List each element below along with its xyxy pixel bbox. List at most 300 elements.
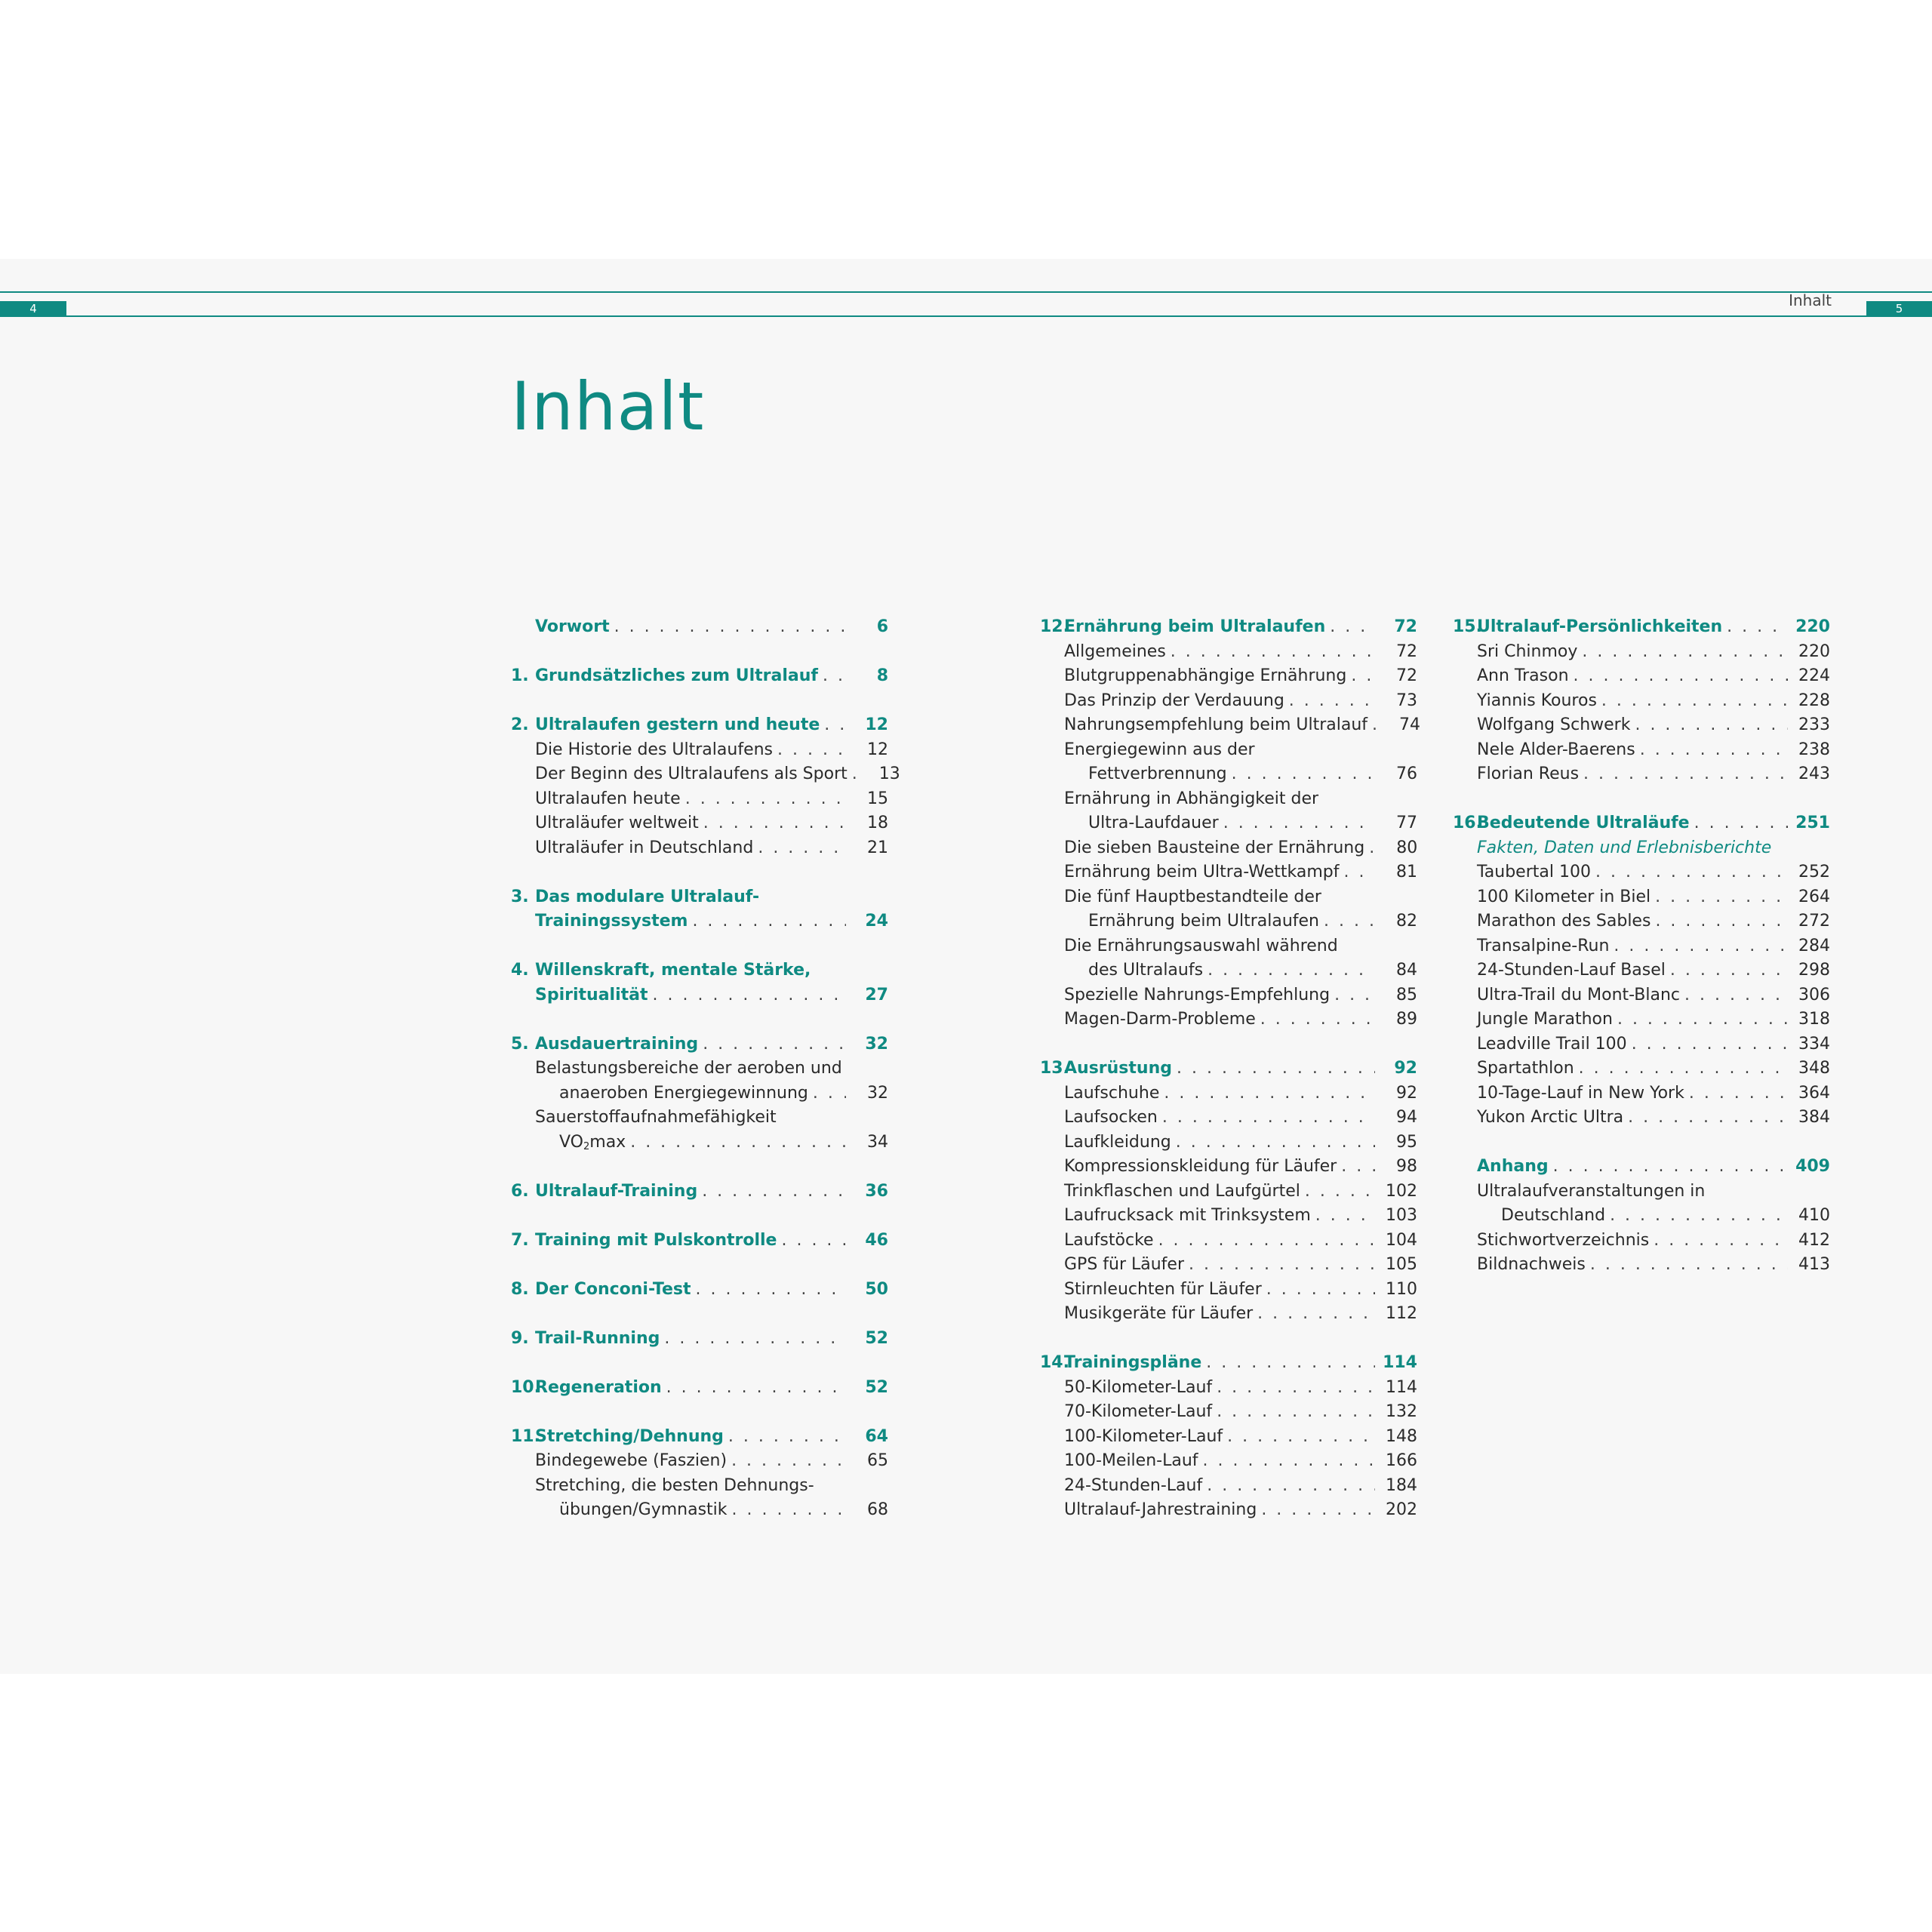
toc-entry-title: Sri Chinmoy: [1477, 641, 1578, 661]
chapter-title: Ausdauertraining: [535, 1034, 699, 1054]
leader-dots: [1158, 1229, 1375, 1254]
toc-entry[interactable]: [511, 738, 888, 763]
leader-dots: [630, 1131, 846, 1155]
leader-dots: [1324, 909, 1375, 934]
toc-entry-title: Kompressionskleidung für Läufer: [1064, 1157, 1337, 1176]
toc-entry-title: Allgemeines: [1064, 641, 1166, 661]
toc-group: [1040, 615, 1421, 1032]
left-page-number: 4: [0, 301, 66, 317]
leader-dots: [664, 1327, 846, 1352]
toc-chapter-entry[interactable]: [511, 1032, 888, 1057]
toc-entry[interactable]: [1040, 1498, 1417, 1523]
toc-entry-title: 24-Stunden-Lauf: [1064, 1475, 1203, 1495]
toc-entry-title: Laufkleidung: [1064, 1132, 1171, 1152]
chapter-number: 9.: [511, 1328, 529, 1348]
leader-dots: [777, 738, 846, 763]
toc-entry-title: des Ultralaufs: [1088, 961, 1204, 980]
toc-group: [511, 1180, 888, 1204]
toc-chapter-entry[interactable]: [1453, 615, 1830, 640]
page-number: 27: [865, 985, 888, 1004]
toc-entry-title: Yiannis Kouros: [1477, 691, 1597, 710]
chapter-number: 10.: [511, 1377, 540, 1397]
toc-group: [1453, 811, 1830, 1131]
toc-group: [511, 1425, 888, 1523]
page-number: 32: [867, 1083, 888, 1103]
leader-dots: [1635, 713, 1788, 738]
page-number: 272: [1798, 912, 1830, 931]
chapter-title: Ernährung beim Ultralaufen: [1064, 617, 1326, 636]
toc-entry-title: Die sieben Bausteine der Ernährung: [1064, 838, 1365, 857]
chapter-title: Regeneration: [535, 1377, 662, 1397]
toc-entry[interactable]: [1453, 640, 1830, 665]
leader-dots: [1640, 738, 1788, 763]
toc-entry[interactable]: [1040, 1302, 1417, 1327]
chapter-title: Bedeutende Ultraläufe: [1477, 814, 1690, 832]
page-number: 110: [1386, 1279, 1417, 1299]
toc-entry[interactable]: [1040, 1008, 1417, 1032]
toc-chapter-entry[interactable]: [511, 909, 888, 934]
toc-entry-title: Ultralaufen heute: [535, 789, 681, 808]
page-number: 89: [1396, 1010, 1417, 1029]
toc-entry[interactable]: [1453, 836, 1830, 861]
toc-chapter-entry[interactable]: [511, 1425, 888, 1450]
leader-dots: [1344, 860, 1376, 885]
leader-dots: [852, 762, 858, 787]
page-number: 84: [1396, 961, 1417, 980]
toc-entry-title: Ultra-Trail du Mont-Blanc: [1477, 985, 1681, 1004]
running-head: Inhalt: [1789, 291, 1832, 309]
leader-dots: [1171, 640, 1375, 665]
toc-column-2: [1040, 615, 1421, 1547]
toc-entry[interactable]: [511, 811, 888, 836]
chapter-number: 16.: [1453, 814, 1482, 832]
page-number: 220: [1798, 641, 1830, 661]
leader-dots: [781, 1229, 846, 1254]
toc-chapter-entry[interactable]: [1040, 1057, 1417, 1081]
leader-dots: [692, 909, 846, 934]
toc-group: [511, 1376, 888, 1401]
toc-entry[interactable]: [1040, 983, 1417, 1008]
leader-dots: [1583, 762, 1788, 787]
toc-entry[interactable]: [1040, 1400, 1417, 1425]
toc-chapter-entry[interactable]: [1453, 1155, 1830, 1180]
chapter-number: 1.: [511, 666, 529, 685]
toc-entry[interactable]: [1040, 1376, 1417, 1401]
page-number: 77: [1396, 814, 1417, 832]
toc-entry-title: Deutschland: [1501, 1206, 1606, 1225]
toc-entry-title: Taubertal 100: [1477, 863, 1591, 881]
toc-entry[interactable]: [1040, 787, 1417, 812]
toc-chapter-entry[interactable]: [511, 664, 888, 689]
toc-entry[interactable]: [1040, 640, 1417, 665]
toc-entry-title: Ultraläufer weltweit: [535, 814, 699, 832]
chapter-title: Grundsätzliches zum Ultralauf: [535, 666, 818, 685]
leader-dots: [703, 1032, 846, 1057]
toc-entry[interactable]: [1453, 909, 1830, 934]
toc-entry[interactable]: [1040, 1081, 1417, 1106]
toc-entry[interactable]: [1453, 1253, 1830, 1278]
page-number: 243: [1798, 764, 1830, 783]
leader-dots: [1655, 885, 1788, 910]
toc-chapter-entry[interactable]: [511, 713, 888, 738]
leader-dots: [1369, 836, 1375, 861]
toc-entry[interactable]: [1453, 664, 1830, 689]
toc-entry[interactable]: [1453, 860, 1830, 885]
toc-entry[interactable]: [511, 1081, 888, 1106]
toc-entry[interactable]: [1040, 1229, 1417, 1254]
toc-entry[interactable]: [1040, 664, 1417, 689]
leader-dots: [1217, 1400, 1375, 1425]
chapter-title: Trainingssystem: [535, 912, 688, 931]
page-number: 413: [1798, 1255, 1830, 1274]
toc-entry[interactable]: [1453, 1057, 1830, 1081]
toc-entry[interactable]: [1453, 1081, 1830, 1106]
chapter-title: Trail-Running: [535, 1328, 660, 1348]
toc-entry[interactable]: [511, 1449, 888, 1474]
toc-entry[interactable]: [1040, 934, 1417, 959]
page-number: 224: [1798, 666, 1830, 685]
page-number: 103: [1386, 1206, 1417, 1225]
chapter-number: 2.: [511, 715, 529, 734]
toc-entry[interactable]: [1040, 1449, 1417, 1474]
page-number: 52: [865, 1328, 888, 1348]
toc-chapter-entry[interactable]: [511, 958, 888, 983]
toc-column-1: [511, 615, 900, 1547]
leader-dots: [1689, 1081, 1788, 1106]
toc-entry[interactable]: [511, 787, 888, 812]
toc-entry-title: Die Historie des Ultralaufens: [535, 740, 774, 759]
page-number: 82: [1396, 912, 1417, 931]
chapter-number: 8.: [511, 1279, 529, 1299]
chapter-title: Trainingspläne: [1064, 1353, 1202, 1372]
toc-entry-title: anaeroben Energiegewinnung: [559, 1083, 808, 1103]
chapter-number: 15.: [1453, 617, 1482, 636]
toc-entry[interactable]: [1040, 811, 1417, 836]
toc-chapter-entry[interactable]: [1453, 811, 1830, 836]
chapter-title: Training mit Pulskontrolle: [535, 1230, 777, 1250]
page-number: 298: [1798, 961, 1830, 980]
toc-entry[interactable]: [511, 1057, 888, 1081]
toc-entry[interactable]: [1040, 713, 1421, 738]
toc-group: [1040, 1351, 1417, 1523]
toc-entry[interactable]: [1040, 1106, 1417, 1131]
leader-dots: [1614, 934, 1788, 959]
leader-dots: [1289, 689, 1375, 714]
page-number: 74: [1399, 715, 1421, 734]
toc-entry[interactable]: [511, 1498, 888, 1523]
toc-entry[interactable]: [1040, 1180, 1417, 1204]
leader-dots: [1261, 1498, 1375, 1523]
toc-entry-title: Ultralaufveranstaltungen in: [1477, 1181, 1706, 1201]
toc-entry-title: Laufstöcke: [1064, 1230, 1154, 1250]
toc-entry-title: 100 Kilometer in Biel: [1477, 887, 1651, 906]
toc-entry[interactable]: [511, 1474, 888, 1499]
toc-entry[interactable]: [1453, 958, 1830, 983]
page-number: 114: [1386, 1377, 1417, 1397]
page-number: 410: [1798, 1206, 1830, 1225]
page-number: 64: [865, 1426, 888, 1446]
toc-entry-title: Stirnleuchten für Läufer: [1064, 1279, 1262, 1299]
toc-entry-title: Ultralauf-Jahrestraining: [1064, 1500, 1257, 1519]
leader-dots: [1610, 1204, 1788, 1229]
toc-entry-title: Sauerstoffaufnahmefähigkeit: [535, 1108, 777, 1127]
toc-chapter-entry[interactable]: [511, 983, 888, 1008]
leader-dots: [1260, 1008, 1375, 1032]
toc-entry-title: Laufrucksack mit Trinksystem: [1064, 1206, 1311, 1225]
vo2-subscript: 2: [583, 1140, 590, 1152]
leader-dots: [1351, 664, 1375, 689]
toc-entry[interactable]: [1453, 738, 1830, 763]
toc-entry-title: übungen/Gymnastik: [559, 1500, 728, 1519]
page-number: 148: [1386, 1426, 1417, 1446]
toc-chapter-entry[interactable]: [511, 615, 888, 640]
page-number: 12: [865, 715, 888, 734]
leader-dots: [1227, 1425, 1375, 1450]
toc-group: [511, 1032, 888, 1155]
leader-dots: [1232, 762, 1375, 787]
toc-group: [1453, 1155, 1830, 1278]
chapter-title: Ausrüstung: [1064, 1059, 1172, 1078]
toc-entry-title: Der Beginn des Ultralaufens als Sport: [535, 764, 848, 783]
toc-group: [511, 615, 888, 640]
leader-dots: [685, 787, 846, 812]
toc-entry-title: Bindegewebe (Faszien): [535, 1451, 728, 1470]
toc-chapter-entry[interactable]: [1040, 1351, 1417, 1376]
leader-dots: [1694, 811, 1788, 836]
toc-entry[interactable]: [1040, 1155, 1417, 1180]
toc-entry[interactable]: [1040, 1278, 1417, 1303]
chapter-title: Ultralaufen gestern und heute: [535, 715, 820, 734]
leader-dots: [1206, 1351, 1375, 1376]
toc-entry-title: Ann Trason: [1477, 666, 1569, 685]
page-number: 92: [1394, 1059, 1417, 1078]
page-number: 15: [867, 789, 888, 808]
leader-dots: [1223, 811, 1375, 836]
leader-dots: [1257, 1302, 1375, 1327]
toc-entry[interactable]: [1453, 1180, 1830, 1204]
toc-entry-title: Wolfgang Schwerk: [1477, 715, 1631, 734]
toc-entry-title: Ernährung beim Ultralaufen: [1088, 912, 1319, 931]
toc-entry-title: Nele Alder-Baerens: [1477, 740, 1635, 759]
toc-entry-title: Trinkflaschen und Laufgürtel: [1064, 1181, 1300, 1201]
leader-dots: [1164, 1081, 1375, 1106]
toc-entry[interactable]: [1040, 836, 1417, 861]
page-number: 112: [1386, 1304, 1417, 1323]
page-number: 238: [1798, 740, 1830, 759]
toc-entry-title: 70-Kilometer-Lauf: [1064, 1402, 1213, 1421]
leader-dots: [1632, 1032, 1788, 1057]
page-title: Inhalt: [511, 368, 705, 445]
toc-entry-title: Musikgeräte für Läufer: [1064, 1304, 1254, 1323]
page-number: 13: [878, 764, 900, 783]
toc-chapter-entry[interactable]: [511, 1376, 888, 1401]
toc-entry[interactable]: [511, 1131, 888, 1155]
toc-group: [511, 958, 888, 1008]
page-number: 409: [1795, 1157, 1830, 1176]
toc-entry-title: Laufsocken: [1064, 1108, 1158, 1127]
chapter-title: Anhang: [1477, 1157, 1549, 1176]
toc-entry[interactable]: [1040, 762, 1417, 787]
leader-dots: [1176, 1131, 1375, 1155]
toc-entry[interactable]: [1040, 689, 1417, 714]
page-number: 412: [1798, 1230, 1830, 1250]
toc-entry[interactable]: [1040, 885, 1417, 910]
toc-entry-title: Stretching, die besten Dehnungs-: [535, 1475, 814, 1495]
page-number: 132: [1386, 1402, 1417, 1421]
toc-entry-title: 50-Kilometer-Lauf: [1064, 1377, 1213, 1397]
page-number: 73: [1396, 691, 1417, 710]
toc-group: [511, 1278, 888, 1303]
leader-dots: [1574, 664, 1788, 689]
page-number: 284: [1798, 936, 1830, 955]
leader-dots: [1217, 1376, 1375, 1401]
toc-entry-title: Magen-Darm-Probleme: [1064, 1010, 1256, 1029]
leader-dots: [824, 713, 846, 738]
chapter-number: 12.: [1040, 617, 1069, 636]
page-number: 233: [1798, 715, 1830, 734]
page-number: 228: [1798, 691, 1830, 710]
leader-dots: [1553, 1155, 1788, 1180]
toc-chapter-entry[interactable]: [511, 1180, 888, 1204]
toc-entry-title: Spartathlon: [1477, 1059, 1574, 1078]
toc-entry[interactable]: [1040, 738, 1417, 763]
page-number: 50: [865, 1279, 888, 1299]
toc-group: [511, 713, 900, 860]
toc-entry[interactable]: [1040, 860, 1417, 885]
toc-entry-title: Ultra-Laufdauer: [1088, 814, 1219, 832]
page-number: 114: [1383, 1353, 1417, 1372]
leader-dots: [614, 615, 846, 640]
leader-dots: [1590, 1253, 1788, 1278]
toc-entry-title: Ultraläufer in Deutschland: [535, 838, 754, 857]
leader-dots: [696, 1278, 847, 1303]
page-number: 21: [867, 838, 888, 857]
page-number: 306: [1798, 985, 1830, 1004]
chapter-number: 7.: [511, 1230, 529, 1250]
toc-entry[interactable]: [1040, 958, 1417, 983]
page-number: 8: [876, 666, 888, 685]
toc-chapter-entry[interactable]: [511, 1229, 888, 1254]
page-number: 102: [1386, 1181, 1417, 1201]
toc-entry-title: Nahrungsempfehlung beim Ultralauf: [1064, 715, 1368, 734]
chapter-title: Ultralauf-Training: [535, 1181, 698, 1201]
leader-dots: [813, 1081, 846, 1106]
toc-entry[interactable]: [1453, 1032, 1830, 1057]
page-number: 36: [865, 1181, 888, 1201]
page-number: 68: [867, 1500, 888, 1519]
toc-entry-title: Die fünf Hauptbestandteile der: [1064, 887, 1321, 906]
leader-dots: [1655, 909, 1788, 934]
toc-entry[interactable]: [1453, 934, 1830, 959]
toc-entry[interactable]: [1040, 1425, 1417, 1450]
toc-group: [511, 885, 888, 934]
toc-entry-title: Spezielle Nahrungs-Empfehlung: [1064, 985, 1331, 1004]
page-number: 184: [1386, 1475, 1417, 1495]
toc-entry[interactable]: [1453, 885, 1830, 910]
toc-chapter-entry[interactable]: [1040, 615, 1417, 640]
toc-entry[interactable]: [1453, 983, 1830, 1008]
toc-entry-title: Blutgruppenabhängige Ernährung: [1064, 666, 1347, 685]
toc-entry[interactable]: [1040, 909, 1417, 934]
page-number: 202: [1386, 1500, 1417, 1519]
toc-group: [1040, 1057, 1417, 1327]
toc-entry-title: Fettverbrennung: [1088, 764, 1227, 783]
toc-entry[interactable]: [1453, 762, 1830, 787]
chapter-title: Spiritualität: [535, 985, 648, 1004]
toc-entry[interactable]: [511, 1106, 888, 1131]
toc-entry[interactable]: [1040, 1474, 1417, 1499]
vo2-prefix: VO: [559, 1132, 583, 1152]
page-number: 92: [1396, 1083, 1417, 1103]
toc-group: [1453, 615, 1830, 787]
leader-dots: [1595, 860, 1788, 885]
toc-entry-title: Leadville Trail 100: [1477, 1034, 1627, 1054]
page-number: 81: [1396, 863, 1417, 881]
leader-dots: [731, 1449, 846, 1474]
leader-dots: [1684, 983, 1788, 1008]
leader-dots: [1315, 1204, 1375, 1229]
toc-entry[interactable]: [511, 762, 900, 787]
toc-chapter-entry[interactable]: [511, 1278, 888, 1303]
toc-entry-title: GPS für Läufer: [1064, 1255, 1185, 1274]
leader-dots: [1628, 1106, 1788, 1131]
page-number: 95: [1396, 1132, 1417, 1152]
page-number: 72: [1396, 666, 1417, 685]
toc-entry-title: 10-Tage-Lauf in New York: [1477, 1083, 1684, 1103]
toc-entry-title: 24-Stunden-Lauf Basel: [1477, 961, 1666, 980]
page-number: 364: [1798, 1083, 1830, 1103]
chapter-title: Das modulare Ultralauf-: [535, 887, 760, 906]
toc-entry[interactable]: [1453, 1204, 1830, 1229]
leader-dots: [1617, 1008, 1788, 1032]
leader-dots: [1727, 615, 1788, 640]
leader-dots: [1177, 1057, 1375, 1081]
toc-entry[interactable]: [1453, 1229, 1830, 1254]
chapter-title: Stretching/Dehnung: [535, 1426, 724, 1446]
toc-chapter-entry[interactable]: [511, 885, 888, 910]
toc-entry[interactable]: [1040, 1131, 1417, 1155]
page-number: 85: [1396, 985, 1417, 1004]
leader-dots: [1341, 1155, 1375, 1180]
toc-entry-title: Stichwortverzeichnis: [1477, 1230, 1650, 1250]
page-number: 264: [1798, 887, 1830, 906]
toc-entry-title: Transalpine-Run: [1477, 936, 1610, 955]
leader-dots: [1203, 1449, 1375, 1474]
leader-dots: [1266, 1278, 1375, 1303]
chapter-number: 6.: [511, 1181, 529, 1201]
toc-entry-title: Ernährung beim Ultra-Wettkampf: [1064, 863, 1340, 881]
leader-dots: [666, 1376, 846, 1401]
leader-dots: [1305, 1180, 1375, 1204]
leader-dots: [1162, 1106, 1375, 1131]
toc-entry[interactable]: [1453, 1008, 1830, 1032]
toc-entry[interactable]: [1040, 1204, 1417, 1229]
toc-entry[interactable]: [511, 836, 888, 861]
chapter-number: 3.: [511, 887, 529, 906]
toc-entry[interactable]: [1453, 713, 1830, 738]
toc-chapter-entry[interactable]: [511, 1327, 888, 1352]
toc-entry[interactable]: [1040, 1253, 1417, 1278]
page-number: 24: [865, 912, 888, 931]
toc-group: [511, 1229, 888, 1254]
toc-entry-title: Jungle Marathon: [1477, 1010, 1613, 1029]
toc-entry-title: Belastungsbereiche der aeroben und: [535, 1059, 842, 1078]
page-number: 384: [1798, 1108, 1830, 1127]
toc-entry-title: Bildnachweis: [1477, 1255, 1586, 1274]
toc-entry[interactable]: [1453, 689, 1830, 714]
leader-dots: [728, 1425, 846, 1450]
toc-entry[interactable]: [1453, 1106, 1830, 1131]
